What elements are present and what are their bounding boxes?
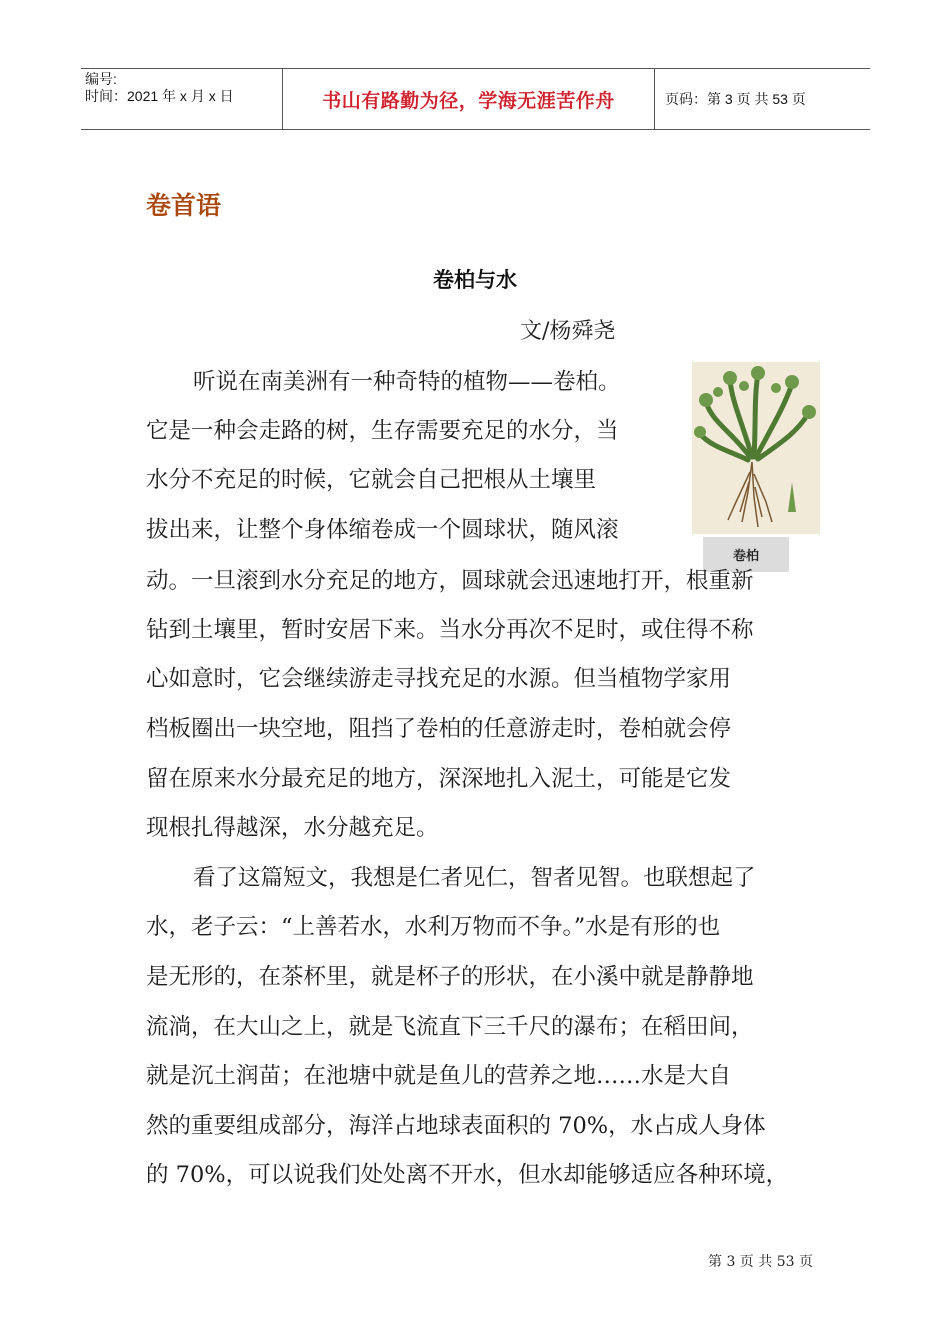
header-page-label: 页码：第 3 页 共 53 页 [665,91,806,107]
spikemoss-plant-icon [692,362,820,534]
body-line: 动。一旦滚到水分充足的地方，圆球就会迅速地打开，根重新 [146,568,754,594]
figure-caption: 卷柏 [703,537,789,572]
section-title: 卷首语 [146,191,222,220]
body-line: 看了这篇短文，我想是仁者见仁，智者见智。也联想起了 [193,865,756,891]
page-footer: 第 3 页 共 53 页 [708,1254,813,1270]
body-line: 是无形的，在茶杯里，就是杯子的形状，在小溪中就是静静地 [146,964,754,990]
body-line: 水，老子云：“上善若水，水利万物而不争。”水是有形的也 [146,914,721,940]
body-line: 拔出来，让整个身体缩卷成一个圆球状，随风滚 [146,517,619,543]
page-header [81,68,870,130]
body-line: 然的重要组成部分，海洋占地球表面积的 70%，水占成人身体 [146,1113,766,1139]
body-line: 就是沉土润苗；在池塘中就是鱼儿的营养之地……水是大自 [146,1063,732,1089]
article-author: 文/杨舜尧 [520,319,616,344]
body-line: 钻到土壤里，暂时安居下来。当水分再次不足时，或住得不称 [146,617,754,643]
article-title: 卷柏与水 [433,268,517,292]
date-label: 时间：2021 年 x 月 x 日 [85,88,234,104]
body-line: 现根扎得越深，水分越充足。 [146,815,439,841]
body-line: 的 70%，可以说我们处处离不开水，但水却能够适应各种环境， [146,1162,789,1188]
body-line: 心如意时，它会继续游走寻找充足的水源。但当植物学家用 [146,666,732,692]
body-line: 档板圈出一块空地，阻挡了卷柏的任意游走时，卷柏就会停 [146,716,732,742]
header-meta [81,69,282,129]
body-line: 听说在南美洲有一种奇特的植物——卷柏。 [193,369,621,395]
plant-illustration [692,362,820,534]
body-line: 留在原来水分最充足的地方，深深地扎入泥土，可能是它发 [146,766,732,792]
code-label: 编号: [85,71,117,87]
body-line: 水分不充足的时候，它就会自己把根从土壤里 [146,467,597,493]
header-motto: 书山有路勤为径，学海无涯苦作舟 [282,69,655,129]
body-line: 流淌，在大山之上，就是飞流直下三千尺的瀑布；在稻田间， [146,1014,754,1040]
body-line: 它是一种会走路的树，生存需要充足的水分，当 [146,418,619,444]
